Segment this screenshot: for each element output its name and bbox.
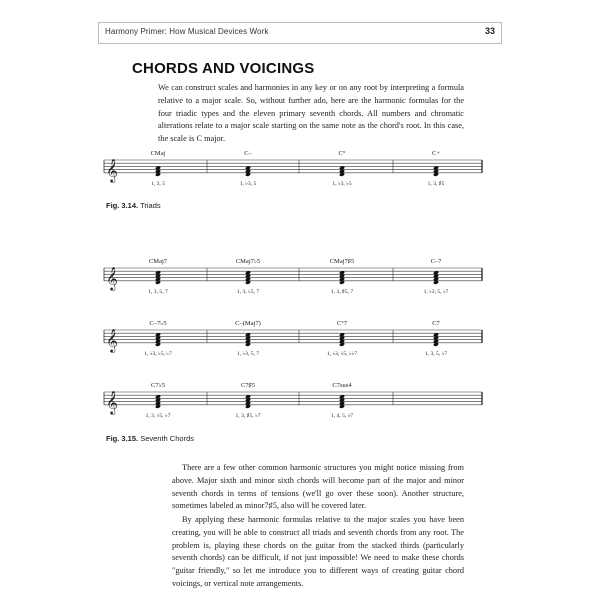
treble-clef-icon: 𝄞 bbox=[106, 265, 118, 290]
chord-formula: 1, 3, 5 bbox=[151, 180, 165, 187]
chord-symbol: C°7 bbox=[336, 320, 348, 327]
chord-symbol: C7sus4 bbox=[332, 382, 352, 389]
chord-symbol: C–7♭5 bbox=[149, 320, 167, 327]
chord-symbol: CMaj bbox=[150, 150, 166, 157]
body-paragraph: By applying these harmonic formulas relative to the major scales you have been creating, you will be able to construct all triads and seventh chords from any root. The problem is, playing these chords on the guitar from the stacked thirds (particularly seventh chords) can be difficult, if not just impossible! We need to make these chords "guitar friendly," so let me introduce you to different ways of creating guitar chord voicings, or vertical note arrangements. bbox=[172, 515, 464, 588]
figure-label: Fig. 3.14. bbox=[106, 201, 139, 210]
chord-formula: 1, ♭3, 5, ♭7 bbox=[423, 288, 449, 295]
chord-formula: 1, ♭3, ♭5, ♭7 bbox=[144, 350, 172, 357]
treble-clef-icon: 𝄞 bbox=[106, 389, 118, 414]
figure-label: Fig. 3.15. bbox=[106, 434, 139, 443]
chord-symbol: C7♯5 bbox=[240, 382, 256, 389]
chord-formula: 1, ♭3, ♭5, ♭♭7 bbox=[326, 350, 358, 357]
section-title: CHORDS AND VOICINGS bbox=[132, 60, 315, 77]
chord-formula: 1, 3, ♭5, ♭7 bbox=[145, 412, 171, 419]
chord-formula: 1, ♭3, 5, 7 bbox=[236, 350, 260, 357]
chord-symbol: C+ bbox=[431, 150, 441, 157]
chord-formula: 1, 3, 5, ♭7 bbox=[424, 350, 448, 357]
body-paragraph: There are a few other common harmonic structures you might notice missing from above. Major sixth and minor sixth chords will become part of the major and minor seventh chords in terms of tensions (we'll go over these soon). Another structure, sometimes labeled as minor7♯5, also will be covered later. bbox=[172, 463, 464, 511]
treble-clef-icon: 𝄞 bbox=[106, 157, 118, 182]
chord-symbol: C–(Maj7) bbox=[235, 320, 261, 327]
chord-symbol: C– bbox=[244, 150, 252, 157]
chord-formula: 1, 3, 5, 7 bbox=[148, 288, 168, 295]
figure-title: Seventh Chords bbox=[140, 434, 194, 443]
running-title: Harmony Primer: How Musical Devices Work bbox=[105, 27, 269, 36]
chord-symbol: C–7 bbox=[430, 258, 442, 265]
chord-symbol: C° bbox=[338, 150, 346, 157]
chord-symbol: CMaj7♭5 bbox=[235, 258, 261, 265]
chord-formula: 1, ♭3, 5 bbox=[239, 180, 257, 187]
chord-formula: 1, 3, ♯5 bbox=[427, 180, 445, 187]
figure-caption-sevenths bbox=[106, 434, 194, 443]
intro-paragraph: We can construct scales and harmonies in any key or on any root by interpreting a formula relative to a major scale. So, without further ado, here are the harmonic formulas for the four triadic types and the eleven primary seventh chords. All numbers and chromatic alterations relate to a major scale starting on the same note as the chord's root. In this case, the scale is C major. bbox=[158, 83, 464, 144]
chord-formula: 1, 4, 5, ♭7 bbox=[330, 412, 354, 419]
chord-symbol: C7♭5 bbox=[151, 382, 165, 389]
chord-formula: 1, 3, ♭5, 7 bbox=[236, 288, 260, 295]
chord-symbol: CMaj7 bbox=[148, 258, 168, 265]
chord-formula: 1, 3, ♯5, 7 bbox=[330, 288, 354, 295]
chord-formula: 1, ♭3, ♭5 bbox=[332, 180, 352, 187]
chord-symbol: CMaj7♯5 bbox=[329, 258, 355, 265]
treble-clef-icon: 𝄞 bbox=[106, 327, 118, 352]
figure-caption-triads bbox=[106, 201, 161, 210]
figure-title: Triads bbox=[140, 201, 161, 210]
page-number: 33 bbox=[484, 26, 495, 36]
chord-formula: 1, 3, ♯5, ♭7 bbox=[235, 412, 261, 419]
chord-symbol: C7 bbox=[432, 320, 440, 327]
